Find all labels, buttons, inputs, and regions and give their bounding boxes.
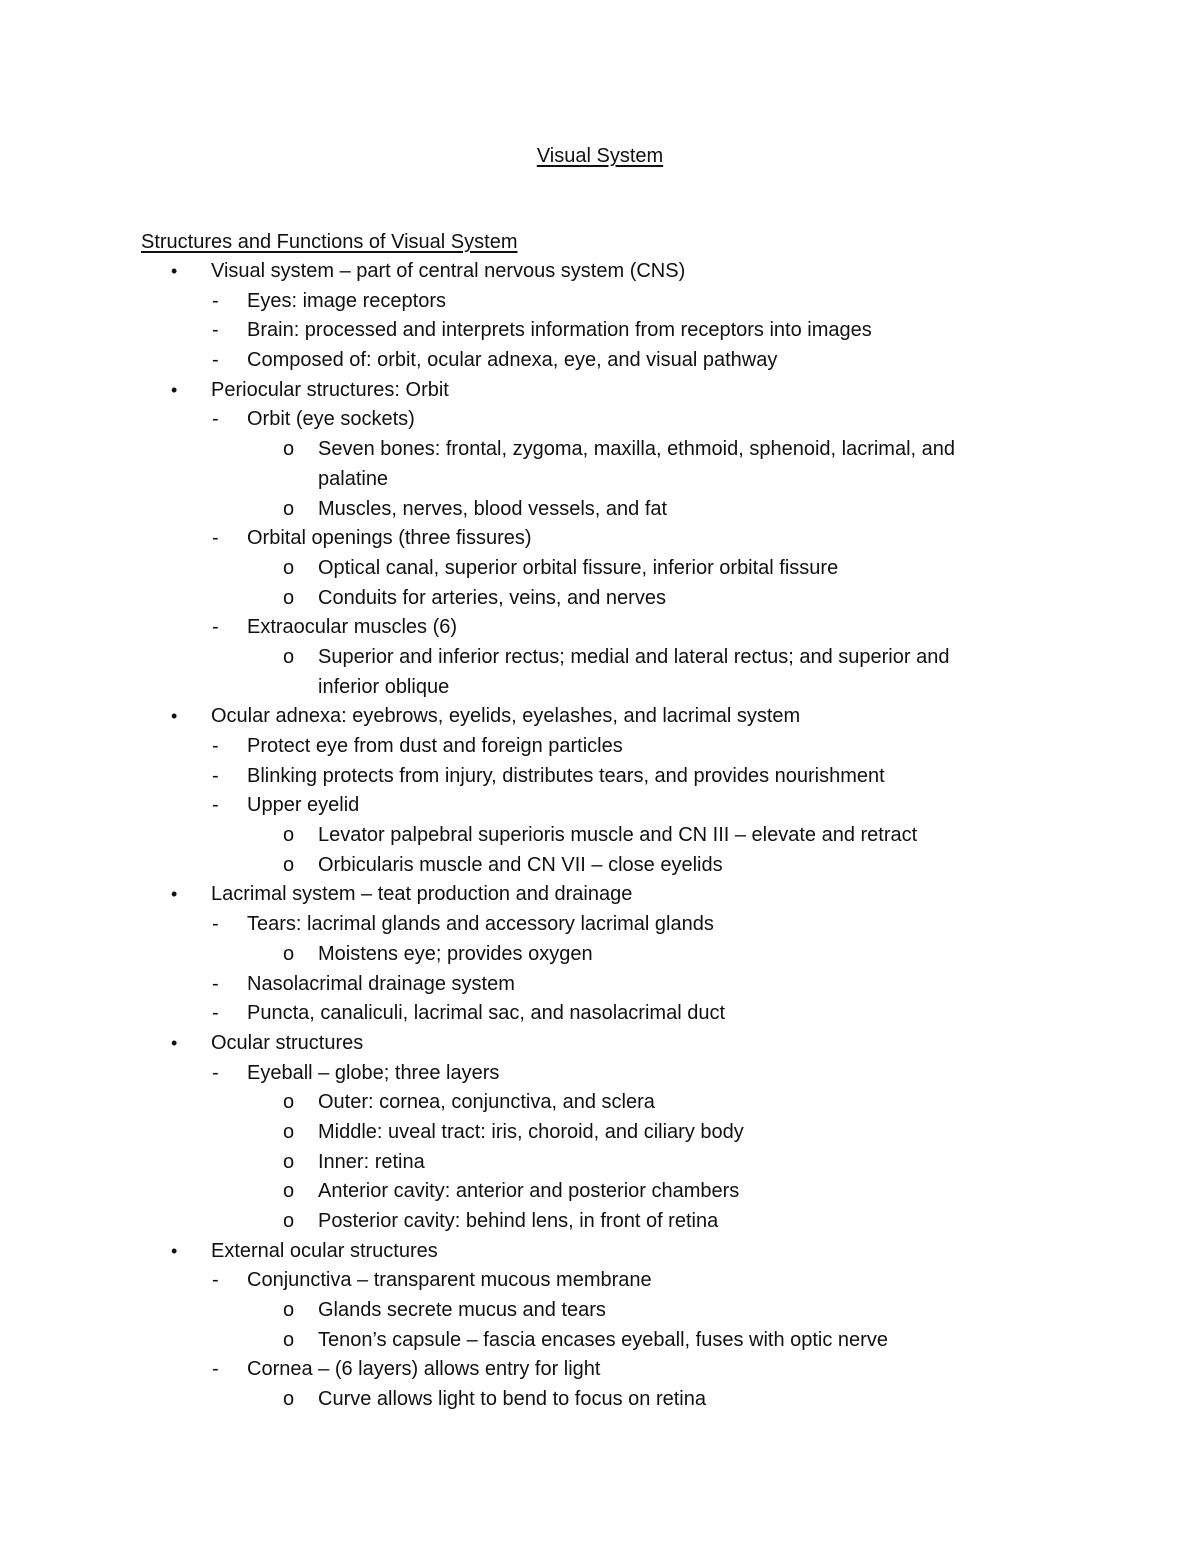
list-item-text: Nasolacrimal drainage system [247, 972, 515, 995]
dash-marker: - [212, 408, 219, 431]
list-item-level-3 [0, 1207, 1200, 1237]
list-item-text: Cornea – (6 layers) allows entry for light [247, 1358, 601, 1381]
circle-marker: o [283, 586, 295, 609]
circle-marker: o [283, 556, 295, 579]
bullet-marker: • [171, 884, 178, 905]
list-item-text: Tears: lacrimal glands and accessory lacrimal glands [247, 913, 714, 936]
list-item-level-3 [0, 1088, 1200, 1118]
list-item-level-3 [0, 1296, 1200, 1326]
list-item-text: Ocular adnexa: eyebrows, eyelids, eyelashes, and lacrimal system [211, 705, 801, 728]
dash-marker: - [212, 735, 219, 757]
list-item-level-3 [0, 1148, 1200, 1178]
list-item-text: Posterior cavity: behind lens, in front of retina [318, 1210, 719, 1232]
dash-marker: - [212, 319, 219, 342]
bullet-marker: • [171, 1032, 178, 1053]
list-item-level-3 [0, 1177, 1200, 1207]
dash-marker: - [212, 349, 219, 372]
list-item-text: Middle: uveal tract: iris, choroid, and ciliary body [318, 1120, 744, 1143]
list-item-text: Blinking protects from injury, distributes tears, and provides nourishment [247, 764, 885, 787]
list-item-level-2 [0, 1266, 1200, 1296]
circle-marker: o [283, 1120, 295, 1143]
list-item-level-2 [0, 613, 1200, 643]
list-item-text: Periocular structures: Orbit [211, 378, 449, 401]
list-item-level-2 [0, 287, 1200, 317]
list-item-text: Visual system – part of central nervous system (CNS) [211, 260, 686, 282]
circle-marker: o [283, 824, 295, 847]
list-item-text: Tenon’s capsule – fascia encases eyeball, fuses with optic nerve [318, 1328, 888, 1351]
list-item-level-3 [0, 1326, 1200, 1356]
list-item-text: Optical canal, superior orbital fissure, inferior orbital fissure [318, 556, 839, 579]
list-item-text: External ocular structures [211, 1239, 438, 1262]
list-item-level-3 [0, 435, 1200, 465]
list-item-text: Eyeball – globe; three layers [247, 1061, 500, 1084]
list-item-level-3 [0, 584, 1200, 614]
dash-marker: - [212, 794, 219, 817]
list-item-level-2 [0, 762, 1200, 792]
dash-marker: - [212, 1269, 219, 1292]
bullet-marker: • [171, 379, 178, 400]
list-item-text: Ocular structures [211, 1031, 364, 1054]
circle-marker: o [283, 497, 295, 520]
circle-marker: o [283, 1180, 295, 1203]
list-item-text: inferior oblique [318, 675, 450, 698]
list-item-level-2 [0, 910, 1200, 940]
list-item-text: Curve allows light to bend to focus on retina [318, 1388, 706, 1411]
circle-marker: o [283, 438, 295, 461]
list-item-text: Lacrimal system – teat production and drainage [211, 883, 633, 906]
list-item-continuation [0, 465, 1200, 495]
list-item-text: Conjunctiva – transparent mucous membrane [247, 1269, 652, 1292]
dash-marker: - [212, 764, 219, 787]
list-item-level-3 [0, 554, 1200, 584]
list-item-level-1 [0, 376, 1200, 406]
dash-marker: - [212, 1061, 219, 1084]
list-item-level-2 [0, 316, 1200, 346]
bullet-marker: • [171, 706, 178, 727]
list-item-text: Eyes: image receptors [247, 289, 446, 312]
list-item-text: Puncta, canaliculi, lacrimal sac, and nasolacrimal duct [247, 1002, 725, 1025]
list-item-level-2 [0, 791, 1200, 821]
list-item-level-3 [0, 495, 1200, 525]
dash-marker: - [212, 972, 219, 995]
circle-marker: o [283, 942, 295, 965]
list-item-text: Muscles, nerves, blood vessels, and fat [318, 497, 668, 520]
list-item-text: Orbit (eye sockets) [247, 408, 415, 431]
list-item-text: Protect eye from dust and foreign particles [247, 735, 623, 757]
list-item-level-2 [0, 524, 1200, 554]
list-item-level-2 [0, 346, 1200, 376]
circle-marker: o [283, 1210, 295, 1232]
dash-marker: - [212, 616, 219, 639]
list-item-level-1 [0, 1237, 1200, 1267]
list-item-level-2 [0, 999, 1200, 1029]
dash-marker: - [212, 527, 219, 550]
list-item-level-2 [0, 970, 1200, 1000]
list-item-level-1 [0, 880, 1200, 910]
list-item-level-3 [0, 821, 1200, 851]
circle-marker: o [283, 645, 295, 668]
list-item-text: Anterior cavity: anterior and posterior chambers [318, 1180, 740, 1203]
list-item-text: Orbicularis muscle and CN VII – close eyelids [318, 853, 723, 876]
list-item-text: Brain: processed and interprets information from receptors into images [247, 319, 872, 342]
list-item-level-2 [0, 1355, 1200, 1385]
list-item-text: Orbital openings (three fissures) [247, 527, 532, 550]
list-item-text: Levator palpebral superioris muscle and CN III – elevate and retract [318, 824, 918, 847]
list-item-text: Outer: cornea, conjunctiva, and sclera [318, 1091, 655, 1114]
list-item-level-3 [0, 940, 1200, 970]
list-item-text: Glands secrete mucus and tears [318, 1299, 606, 1322]
list-item-level-1 [0, 257, 1200, 287]
dash-marker: - [212, 913, 219, 936]
dash-marker: - [212, 1358, 219, 1381]
circle-marker: o [283, 1150, 295, 1173]
list-item-level-1 [0, 702, 1200, 732]
list-item-text: Conduits for arteries, veins, and nerves [318, 586, 666, 609]
list-item-text: Superior and inferior rectus; medial and lateral rectus; and superior and [318, 645, 950, 668]
list-item-continuation [0, 673, 1200, 703]
list-item-level-2 [0, 1059, 1200, 1089]
list-item-text: Upper eyelid [247, 794, 360, 817]
document-title: Visual System [536, 145, 664, 167]
list-item-level-3 [0, 643, 1200, 673]
list-item-level-2 [0, 732, 1200, 762]
circle-marker: o [283, 1388, 295, 1411]
outline-list [0, 257, 1200, 1415]
list-item-text: Moistens eye; provides oxygen [318, 942, 593, 965]
list-item-text: Seven bones: frontal, zygoma, maxilla, ethmoid, sphenoid, lacrimal, and [318, 438, 956, 461]
section-heading: Structures and Functions of Visual System [141, 231, 518, 253]
bullet-marker: • [171, 261, 178, 281]
list-item-level-3 [0, 1385, 1200, 1415]
list-item-text: Inner: retina [318, 1150, 425, 1173]
dash-marker: - [212, 1002, 219, 1025]
list-item-level-2 [0, 405, 1200, 435]
list-item-level-3 [0, 1118, 1200, 1148]
circle-marker: o [283, 853, 295, 876]
list-item-level-3 [0, 851, 1200, 881]
list-item-text: Composed of: orbit, ocular adnexa, eye, and visual pathway [247, 349, 778, 372]
circle-marker: o [283, 1091, 295, 1114]
list-item-text: palatine [318, 467, 389, 490]
bullet-marker: • [171, 1240, 178, 1261]
list-item-level-1 [0, 1029, 1200, 1059]
circle-marker: o [283, 1328, 295, 1351]
list-item-text: Extraocular muscles (6) [247, 616, 458, 639]
circle-marker: o [283, 1299, 295, 1322]
dash-marker: - [212, 289, 219, 312]
